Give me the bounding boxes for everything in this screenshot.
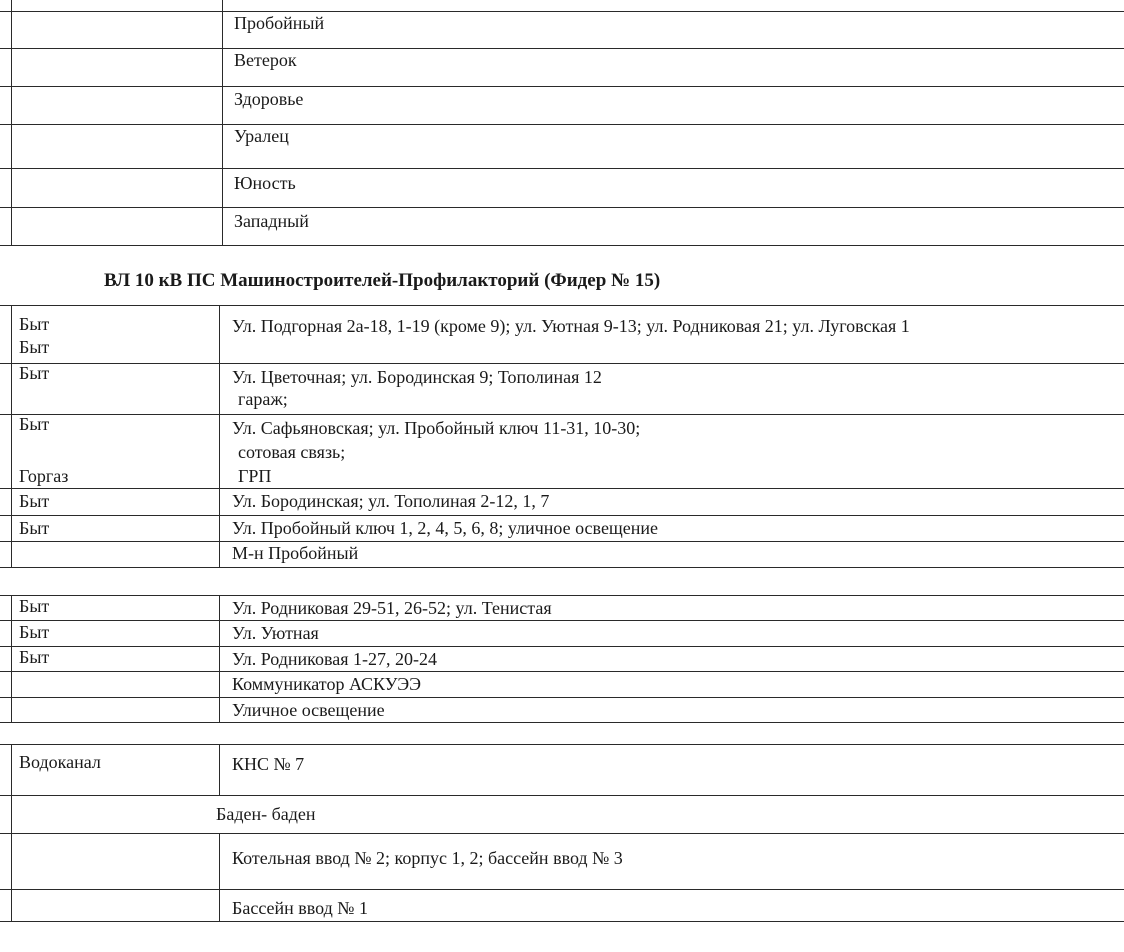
table-cell-address: М-н Пробойный [232,543,359,563]
table-cell-consumer: Горгаз [19,466,69,486]
table-cell-consumer: Быт [19,337,50,357]
table-cell-merged: Баден- баден [216,804,316,824]
table-cell-address: Коммуникатор АСКУЭЭ [232,674,421,694]
table-cell-address: Уралец [234,126,289,146]
table-cell-address: Ул. Родниковая 1-27, 20-24 [232,649,438,669]
table-cell-consumer: Быт [19,647,50,667]
table-cell-address: Ул. Пробойный ключ 1, 2, 4, 5, 6, 8; уличное освещение [232,518,659,538]
table-cell-consumer: Быт [19,622,50,642]
table-cell-address: Здоровье [234,89,304,109]
table-cell-address: Котельная ввод № 2; корпус 1, 2; бассейн ввод № 3 [232,848,623,868]
table-cell-address: Ул. Подгорная 2а-18, 1-19 (кроме 9); ул. Уютная 9-13; ул. Родниковая 21; ул. Луговская 1 [232,316,910,336]
table-cell-address: Западный [234,211,309,231]
table-cell-address: Ул. Сафьяновская; ул. Пробойный ключ 11-31, 10-30; [232,418,641,438]
table-cell-address: Ул. Уютная [232,623,319,643]
table-cell-address: ГРП [238,466,272,486]
table-cell-consumer: Быт [19,491,50,511]
table-cell-address: сотовая связь; [238,442,346,462]
table-cell-address: Ул. Бородинская; ул. Тополиная 2-12, 1, 7 [232,491,550,511]
table-cell-address: гараж; [238,389,288,409]
table-cell-address: Уличное освещение [232,700,385,720]
table-cell-address: КНС № 7 [232,754,305,774]
table-cell-address: Ветерок [234,50,297,70]
table-cell-address: Ул. Цветочная; ул. Бородинская 9; Тополиная 12 [232,367,602,387]
table-cell-address: Юность [234,173,296,193]
table-cell-consumer: Быт [19,518,50,538]
feeder-heading: ВЛ 10 кВ ПС Машиностроителей-Профилакторий (Фидер № 15) [104,270,661,291]
table-cell-consumer: Быт [19,363,50,383]
table-cell-address: Ул. Родниковая 29-51, 26-52; ул. Тенистая [232,598,552,618]
table-cell-address: Пробойный [234,13,325,33]
table-cell-address: Бассейн ввод № 1 [232,898,368,918]
table-cell-consumer: Быт [19,414,50,434]
table-cell-consumer: Водоканал [19,752,101,772]
table-cell-consumer: Быт [19,314,50,334]
table-cell-consumer: Быт [19,596,50,616]
